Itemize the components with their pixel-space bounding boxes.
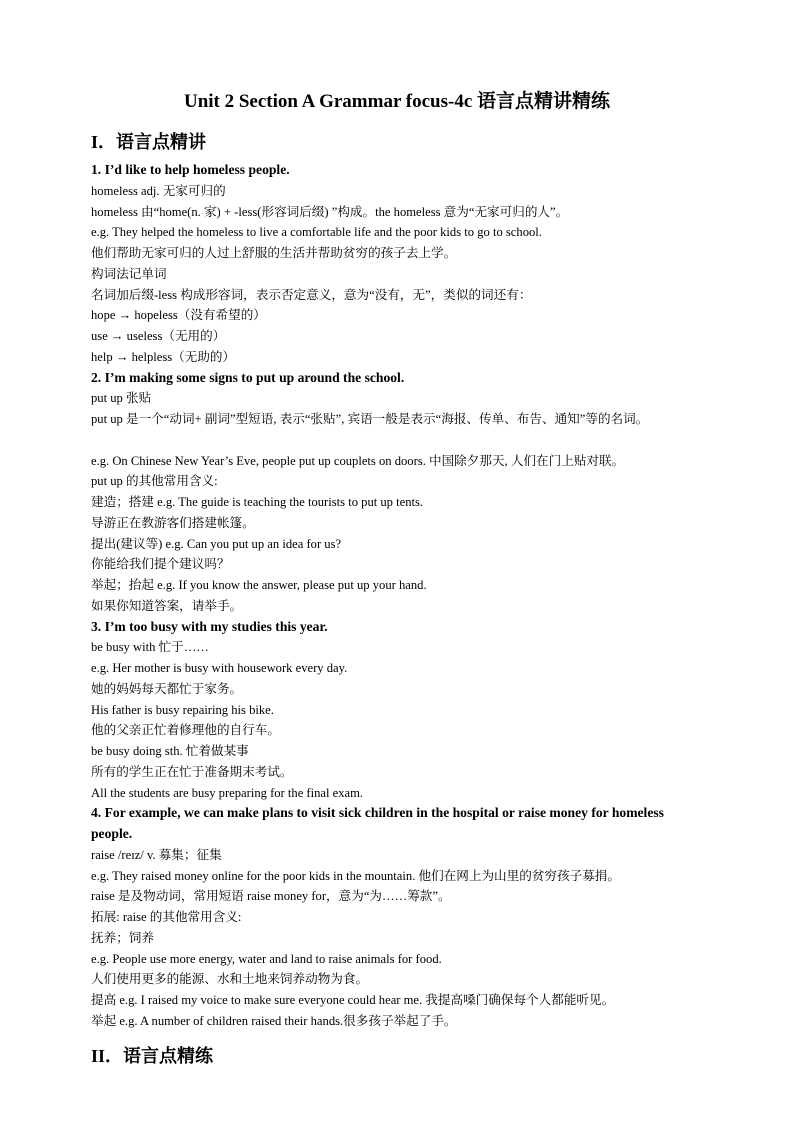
text-line: be busy with 忙于……	[91, 640, 209, 655]
text-line: 人们使用更多的能源、水和土地来饲养动物为食。	[91, 972, 369, 987]
text-line: 举起；抬起 e.g. If you know the answer, please put up your hand.	[91, 578, 427, 592]
text-line: 他们帮助无家可归的人过上舒服的生活并帮助贫穷的孩子去上学。	[91, 246, 457, 260]
text-line: His father is busy repairing his bike.	[91, 702, 274, 717]
text-line: help → helpless（无助的）	[91, 349, 236, 364]
text-line: 构词法记单词	[91, 266, 167, 281]
text-line: 举起 e.g. A number of children raised their hands.很多孩子举起了手。	[91, 1013, 457, 1028]
text-line: e.g. They raised money online for the poor kids in the mountain. 他们在网上为山里的贫穷孩子募捐。	[91, 868, 620, 883]
point-heading: 2. I’m making some signs to put up around the school.	[91, 369, 405, 385]
text-line: put up 的其他常用含义:	[91, 474, 218, 489]
text-line: All the students are busy preparing for the final exam.	[91, 785, 364, 800]
text-line: put up 张贴	[91, 391, 152, 406]
text-line: 提出(建议等) e.g. Can you put up an idea for us?	[91, 536, 342, 551]
text-line: homeless 由“home(n. 家) + -less(形容词后缀) ”构成。the homeless 意为“无家可归的人”。	[91, 204, 569, 219]
point-heading: 3. I’m too busy with my studies this year.	[91, 618, 328, 634]
text-line: raise 是及物动词，常用短语 raise money for，意为“为……筹款”。	[91, 889, 451, 904]
page-title: Unit 2 Section A Grammar focus-4c 语言点精讲精练	[183, 91, 611, 112]
text-line: 她的妈妈每天都忙于家务。	[91, 681, 243, 696]
text-line: be busy doing sth. 忙着做某事	[91, 744, 249, 758]
point-heading: 4. For example, we can make plans to visit sick children in the hospital or raise money for homeless people.	[91, 805, 664, 841]
text-line: hope → hopeless（没有希望的）	[91, 308, 266, 323]
content-body	[91, 160, 705, 1032]
section-heading-practice: II．语言点精练	[91, 1046, 214, 1066]
text-line: 他的父亲正忙着修理他的自行车。	[91, 723, 280, 738]
text-line: e.g. They helped the homeless to live a comfortable life and the poor kids to go to school.	[91, 225, 542, 240]
section-heading-explanations: I．语言点精讲	[91, 132, 207, 152]
text-line: 抚养；饲养	[91, 930, 154, 945]
text-line: 导游正在教游客们搭建帐篷。	[91, 515, 255, 530]
text-line: 名词加后缀-less 构成形容词，表示否定意义，意为“没有，无”，类似的词还有：	[91, 287, 532, 302]
text-line: e.g. On Chinese New Year’s Eve, people put up couplets on doors. 中国除夕那天, 人们在门上贴对联。	[91, 453, 625, 468]
text-line: 所有的学生正在忙于准备期末考试。	[91, 764, 293, 779]
text-line: 如果你知道答案，请举手。	[91, 598, 243, 613]
text-line: 拓展: raise 的其他常用含义:	[91, 910, 242, 924]
text-line: e.g. People use more energy, water and land to raise animals for food.	[91, 951, 442, 966]
text-line: e.g. Her mother is busy with housework every day.	[91, 661, 348, 675]
text-line: use → useless（无用的）	[91, 329, 226, 343]
text-line: put up 是一个“动词+ 副词”型短语, 表示“张贴”, 宾语一般是表示“海报、传单、布告、通知”等的名词。	[91, 412, 649, 426]
text-line: 建造；搭建 e.g. The guide is teaching the tourists to put up tents.	[91, 495, 424, 509]
point-heading: 1. I’d like to help homeless people.	[91, 162, 290, 177]
text-line: 你能给我们提个建议吗？	[91, 557, 230, 572]
text-line: raise /reɪz/ v. 募集；征集	[91, 847, 222, 862]
text-line: homeless adj. 无家可归的	[91, 183, 226, 198]
text-line: 提高 e.g. I raised my voice to make sure everyone could hear me. 我提高嗓门确保每个人都能听见。	[91, 993, 615, 1007]
